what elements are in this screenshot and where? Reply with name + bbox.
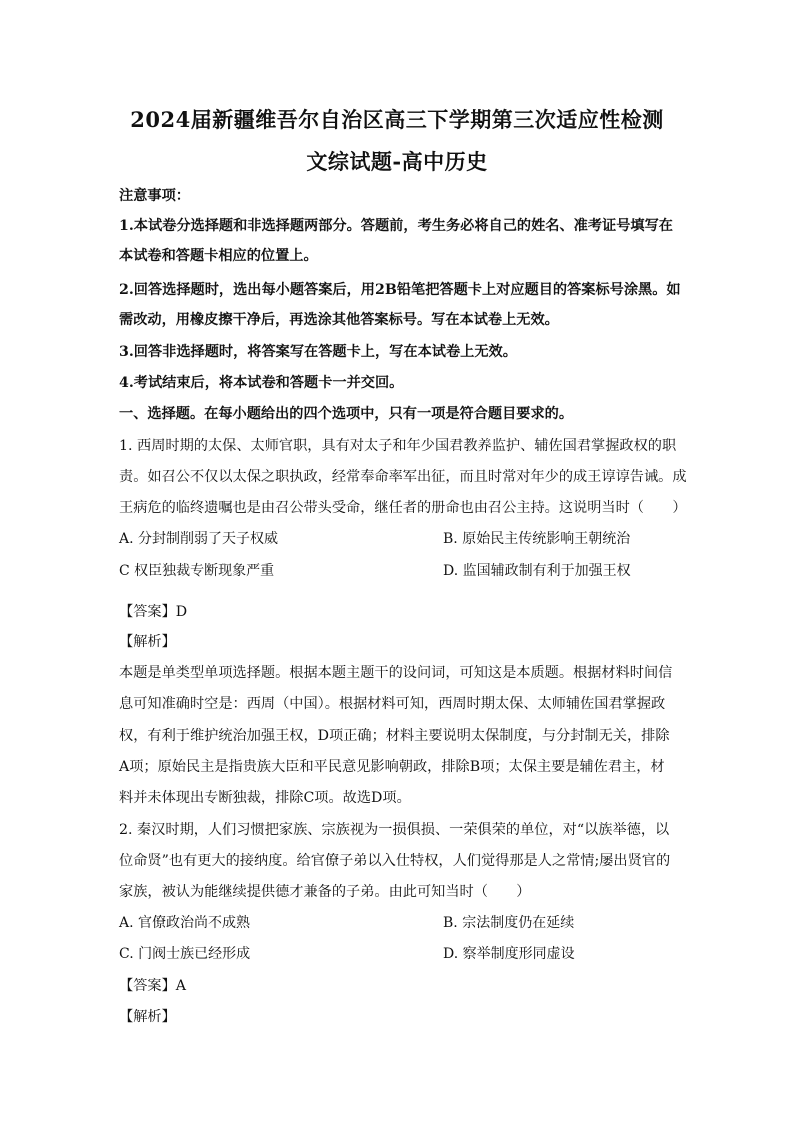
notice-heading: 注意事项： (119, 188, 190, 204)
q2-stem-line-2: 位命贤”也有更大的接纳度。给官僚子弟以入仕特权，人们觉得那是人之常情;屡出贤官的 (119, 853, 671, 869)
q1-analysis-line-1: 本题是单类型单项选择题。根据本题主题干的设问词，可知这是本质题。根据材料时间信 (119, 665, 673, 681)
q1-analysis-line-4: A项；原始民主是指贵族大臣和平民意见影响朝政，排除B项；太保主要是辅佐君主，材 (119, 759, 665, 775)
q2-option-c: C. 门阀士族已经形成 (119, 946, 251, 962)
document-subtitle: 文综试题-高中历史 (306, 149, 488, 174)
q1-stem-line-3: 王病危的临终遗嘱也是由召公带头受命，继任者的册命也由召公主持。这说明当时（ ） (119, 500, 687, 516)
section-heading: 一、选择题。在每小题给出的四个选项中，只有一项是符合题目要求的。 (119, 406, 574, 422)
notice-item-2-line-2: 需改动，用橡皮擦干净后，再选涂其他答案标号。写在本试卷上无效。 (119, 312, 559, 328)
q2-analysis-label: 【解析】 (119, 1009, 176, 1025)
q1-option-d: D. 监国辅政制有利于加强王权 (443, 563, 631, 579)
q2-option-d: D. 察举制度形同虚设 (443, 946, 575, 962)
q1-analysis-line-3: 权，有利于维护统治加强王权，D项正确；材料主要说明太保制度，与分封制无关，排除 (119, 728, 670, 744)
q2-answer: 【答案】A (119, 978, 186, 994)
notice-item-1-line-2: 本试卷和答题卡相应的位置上。 (119, 248, 318, 264)
q1-option-c: C 权臣独裁专断现象严重 (119, 563, 275, 579)
notice-item-1-line-1: 1.本试卷分选择题和非选择题两部分。答题前，考生务必将自己的姓名、准考证号填写在 (119, 218, 673, 234)
q1-answer: 【答案】D (119, 604, 188, 620)
q1-stem-line-1: 1. 西周时期的太保、太师官职，具有对太子和年少国君教养监护、辅佐国君掌握政权的职 (119, 438, 677, 454)
document-title: 2024届新疆维吾尔自治区高三下学期第三次适应性检测 (130, 107, 664, 132)
q1-analysis-line-2: 息可知准确时空是：西周（中国）。根据材料可知，西周时期太保、太师辅佐国君掌握政 (119, 696, 666, 712)
q2-stem-line-1: 2. 秦汉时期，人们习惯把家族、宗族视为一损俱损、一荣俱荣的单位，对“以族举德，以 (119, 822, 670, 838)
q2-option-b: B. 宗法制度仍在延续 (443, 915, 575, 931)
q1-stem-line-2: 责。如召公不仅以太保之职执政，经常奉命率军出征，而且时常对年少的成王谆谆告诫。成 (119, 469, 687, 485)
q1-option-a: A. 分封制削弱了天子权威 (119, 531, 279, 547)
notice-item-4: 4.考试结束后，将本试卷和答题卡一并交回。 (119, 375, 404, 391)
q1-analysis-line-5: 料并未体现出专断独裁，排除C项。故选D项。 (119, 790, 411, 806)
q1-option-b: B. 原始民主传统影响王朝统治 (443, 531, 631, 547)
q1-analysis-label: 【解析】 (119, 634, 176, 650)
q2-stem-line-3: 家族，被认为能继续提供德才兼备的子弟。由此可知当时（ ） (119, 884, 531, 900)
q2-option-a: A. 官僚政治尚不成熟 (119, 915, 251, 931)
notice-item-3: 3.回答非选择题时，将答案写在答题卡上，写在本试卷上无效。 (119, 344, 517, 360)
notice-item-2-line-1: 2.回答选择题时，选出每小题答案后，用2B铅笔把答题卡上对应题目的答案标号涂黑。如 (119, 282, 681, 298)
